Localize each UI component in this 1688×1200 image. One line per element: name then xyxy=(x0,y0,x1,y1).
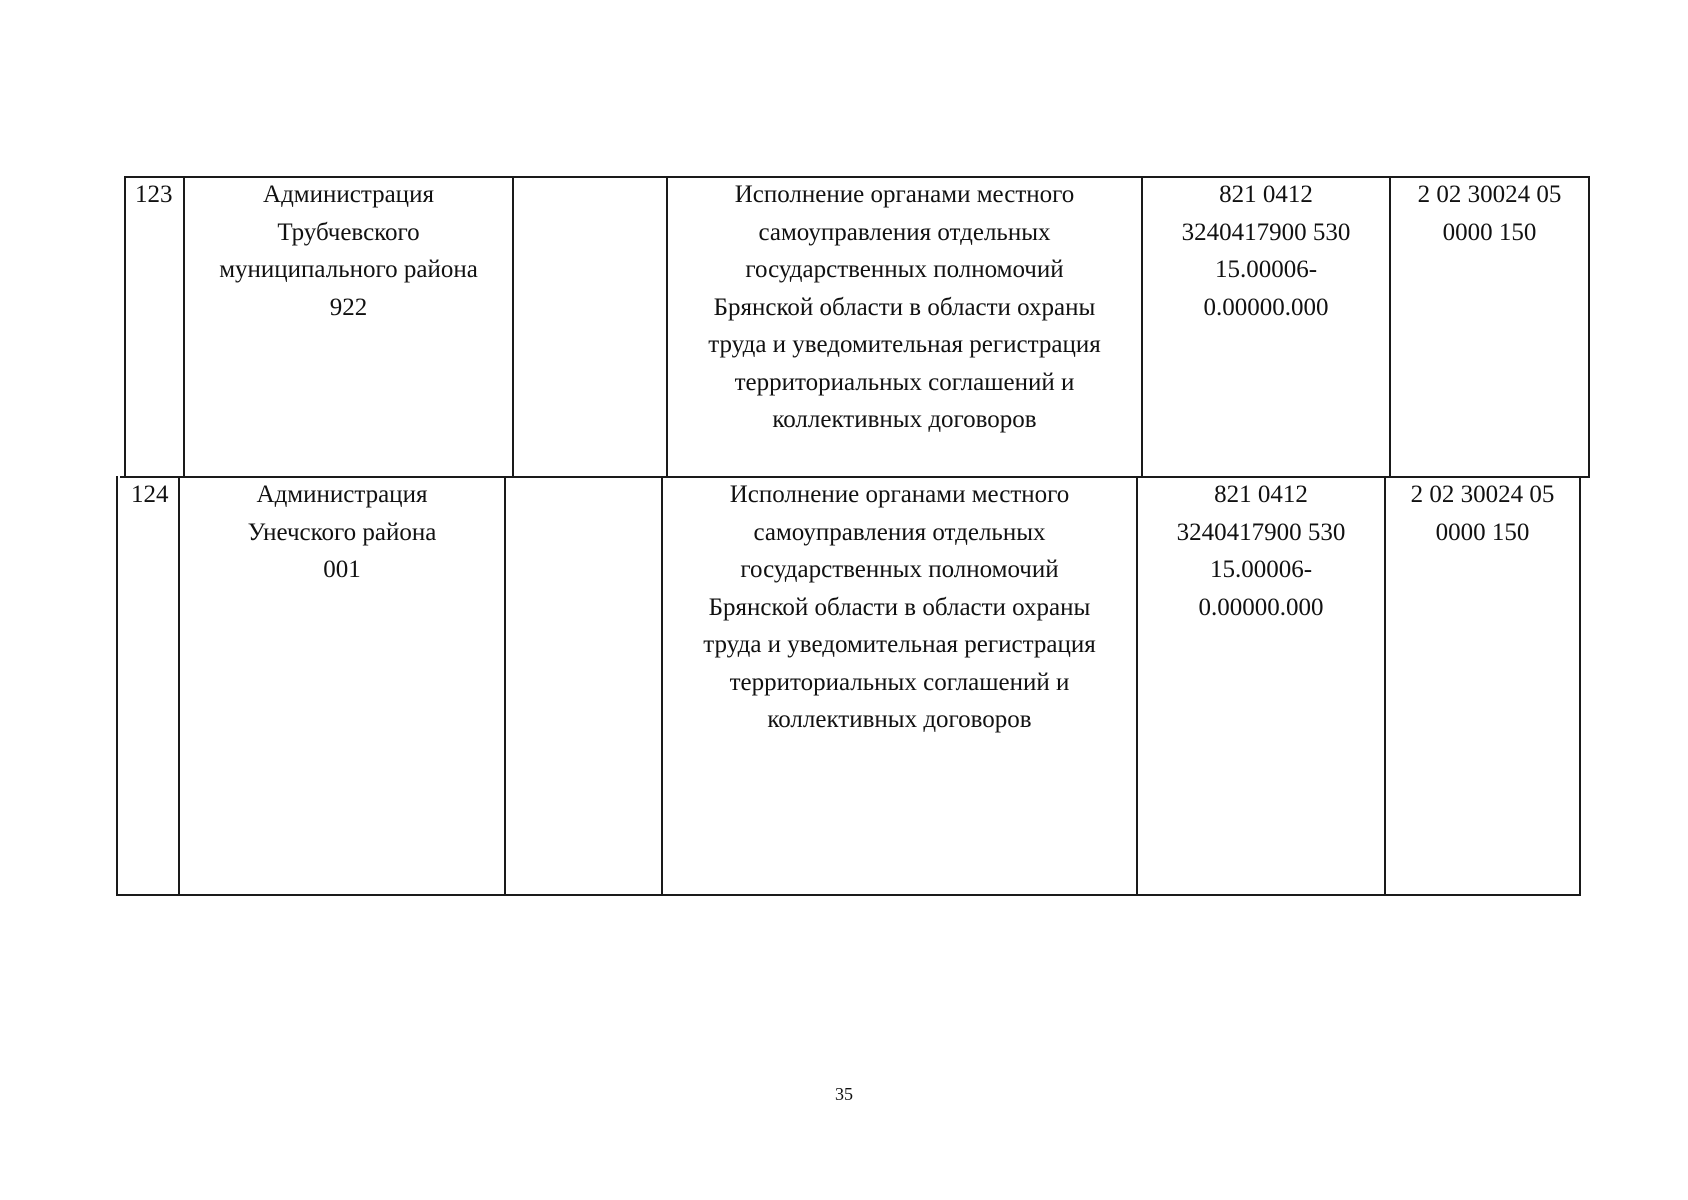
purpose-line: Брянской области в области охраны xyxy=(713,293,1096,321)
expense-code-line: 15.00006- xyxy=(1214,256,1318,283)
purpose-line: самоуправления отдельных xyxy=(753,518,1046,546)
expense-code-line: 3240417900 530 xyxy=(1181,218,1351,246)
purpose-line: коллективных договоров xyxy=(767,706,1032,733)
col-border xyxy=(116,476,118,896)
expense-code-line: 3240417900 530 xyxy=(1176,518,1346,546)
income-code-line: 0000 150 xyxy=(1435,518,1530,546)
recipient-line: 922 xyxy=(329,293,368,321)
recipient-line: муниципального района xyxy=(219,256,478,283)
expense-code-line: 821 0412 xyxy=(1214,481,1308,508)
purpose-line: государственных полномочий xyxy=(745,256,1064,283)
expense-code-cell xyxy=(1143,176,1389,326)
recipient-cell xyxy=(185,176,512,326)
recipient-line: 001 xyxy=(323,556,361,583)
purpose-line: труда и уведомительная регистрация xyxy=(708,331,1101,358)
purpose-cell xyxy=(668,176,1141,439)
purpose-line: коллективных договоров xyxy=(772,406,1037,433)
expense-code-line: 0.00000.000 xyxy=(1203,293,1329,321)
page-number: 35 xyxy=(835,1084,853,1104)
purpose-line: территориальных соглашений и xyxy=(729,668,1070,696)
expense-code-cell xyxy=(1138,476,1384,626)
purpose-line: Брянской области в области охраны xyxy=(708,593,1091,621)
recipient-cell xyxy=(180,476,504,589)
recipient-line: Администрация xyxy=(256,481,428,508)
expense-code-line: 821 0412 xyxy=(1219,181,1313,208)
income-code-cell xyxy=(1391,176,1588,251)
purpose-line: территориальных соглашений и xyxy=(734,368,1075,396)
income-code-line: 0000 150 xyxy=(1442,218,1537,246)
expense-code-line: 0.00000.000 xyxy=(1198,593,1324,621)
purpose-line: Исполнение органами местного xyxy=(734,181,1075,208)
table-bottom-border xyxy=(116,894,1580,896)
purpose-line: труда и уведомительная регистрация xyxy=(703,631,1096,658)
col-border xyxy=(504,476,506,896)
col-border xyxy=(124,176,126,478)
row-number: 123 xyxy=(135,181,173,208)
income-code-cell xyxy=(1386,476,1579,551)
recipient-line: Администрация xyxy=(263,181,434,208)
purpose-line: самоуправления отдельных xyxy=(758,218,1051,246)
purpose-line: Исполнение органами местного xyxy=(729,481,1070,508)
expense-code-line: 15.00006- xyxy=(1209,556,1313,583)
col-border xyxy=(1588,176,1590,478)
income-code-line: 2 02 30024 05 xyxy=(1410,481,1555,508)
col-border xyxy=(1579,476,1581,896)
recipient-line: Трубчевского xyxy=(277,218,420,246)
col-border xyxy=(512,176,514,478)
purpose-cell xyxy=(663,476,1136,739)
income-code-line: 2 02 30024 05 xyxy=(1417,181,1562,208)
purpose-line: государственных полномочий xyxy=(740,556,1059,583)
row-number: 124 xyxy=(131,481,169,508)
recipient-line: Унечского района xyxy=(247,518,437,546)
